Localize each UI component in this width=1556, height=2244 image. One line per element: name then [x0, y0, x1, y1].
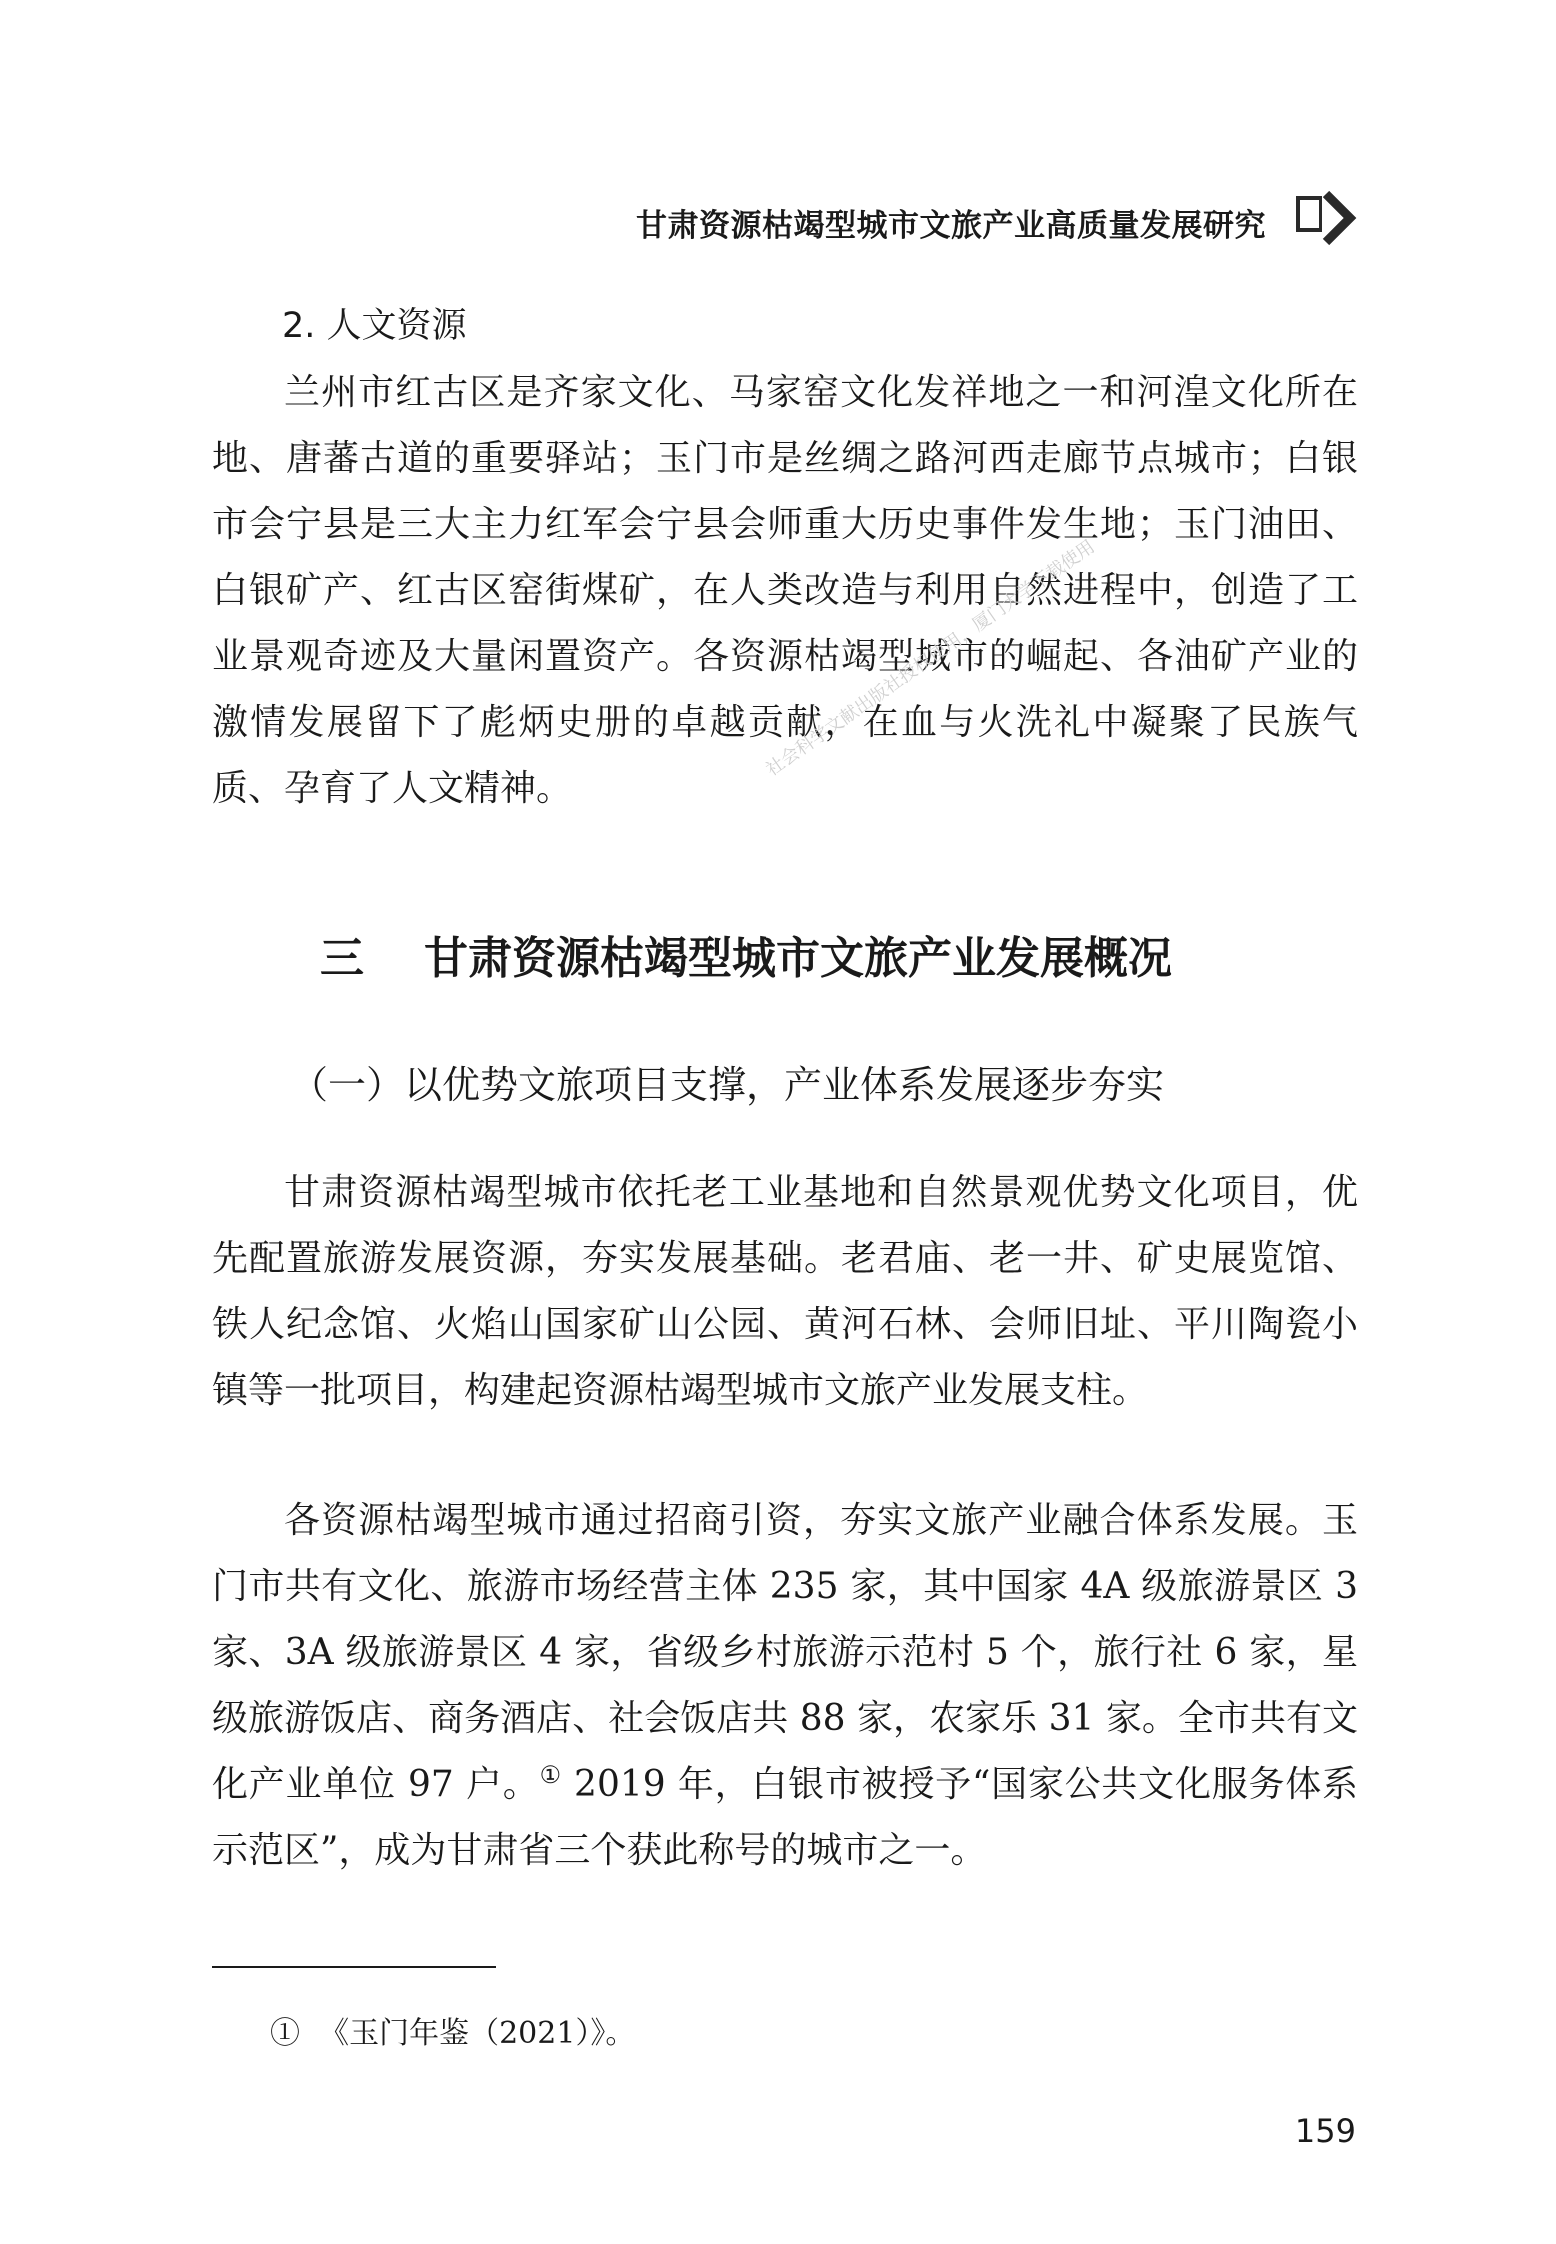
paragraph-text-part1: 各资源枯竭型城市通过招商引资，夯实文旅产业融合体系发展。玉门市共有文化、旅游市场经营主体 235 家，其中国家 4A 级旅游景区 3 家、3A 级旅游景区 4 家，省级乡村旅游示范村 5 个，旅行社 6 家，星级旅游饭店、商务酒店、社会饭店共 88 家，农家乐 31 家。全市共有文化产业单位 97 户。 [212, 1500, 1358, 1805]
footnote-divider [212, 1966, 496, 1968]
watermark: 社会科学文献出版社授权使用，厦门大学下载使用 [762, 536, 1099, 781]
chapter-title: 甘肃资源枯竭型城市文旅产业发展概况 [424, 933, 1172, 984]
footnote [270, 2008, 635, 2052]
body-paragraph-investment [212, 1488, 1358, 1884]
footnote-marker: ① [270, 2016, 300, 2051]
footnote-reference[interactable]: ① [539, 1761, 562, 1789]
footnote-text: 《玉门年鉴（2021）》。 [319, 2016, 636, 2051]
book-chevron-icon [1292, 188, 1362, 248]
page-number: 159 [1294, 2112, 1356, 2150]
chapter-heading [320, 922, 1172, 986]
paragraph-text-part2: 2019 年，白银市被授予“国家公共文化服务体系示范区”，成为甘肃省三个获此称号的城市之一。 [212, 1764, 1358, 1871]
subsection-heading: （一）以优势文旅项目支撑，产业体系发展逐步夯实 [290, 1063, 1165, 1107]
body-paragraph-humanities: 兰州市红古区是齐家文化、马家窑文化发祥地之一和河湟文化所在地、唐蕃古道的重要驿站；玉门市是丝绸之路河西走廊节点城市；白银市会宁县是三大主力红军会宁县会师重大历史事件发生地；玉门油田、白银矿产、红古区窑街煤矿，在人类改造与利用自然进程中，创造了工业景观奇迹及大量闲置资产。各资源枯竭型城市的崛起、各油矿产业的激情发展留下了彪炳史册的卓越贡献，在血与火洗礼中凝聚了民族气质、孕育了人文精神。 [212, 372, 1358, 809]
body-paragraph-projects: 甘肃资源枯竭型城市依托老工业基地和自然景观优势文化项目，优先配置旅游发展资源，夯实发展基础。老君庙、老一井、矿史展览馆、铁人纪念馆、火焰山国家矿山公园、黄河石林、会师旧址、平川陶瓷小镇等一批项目，构建起资源枯竭型城市文旅产业发展支柱。 [212, 1172, 1358, 1411]
running-header-title: 甘肃资源枯竭型城市文旅产业高质量发展研究 [636, 208, 1266, 244]
section-label: 2. 人文资源 [282, 306, 467, 346]
chapter-number: 三 [320, 933, 364, 984]
